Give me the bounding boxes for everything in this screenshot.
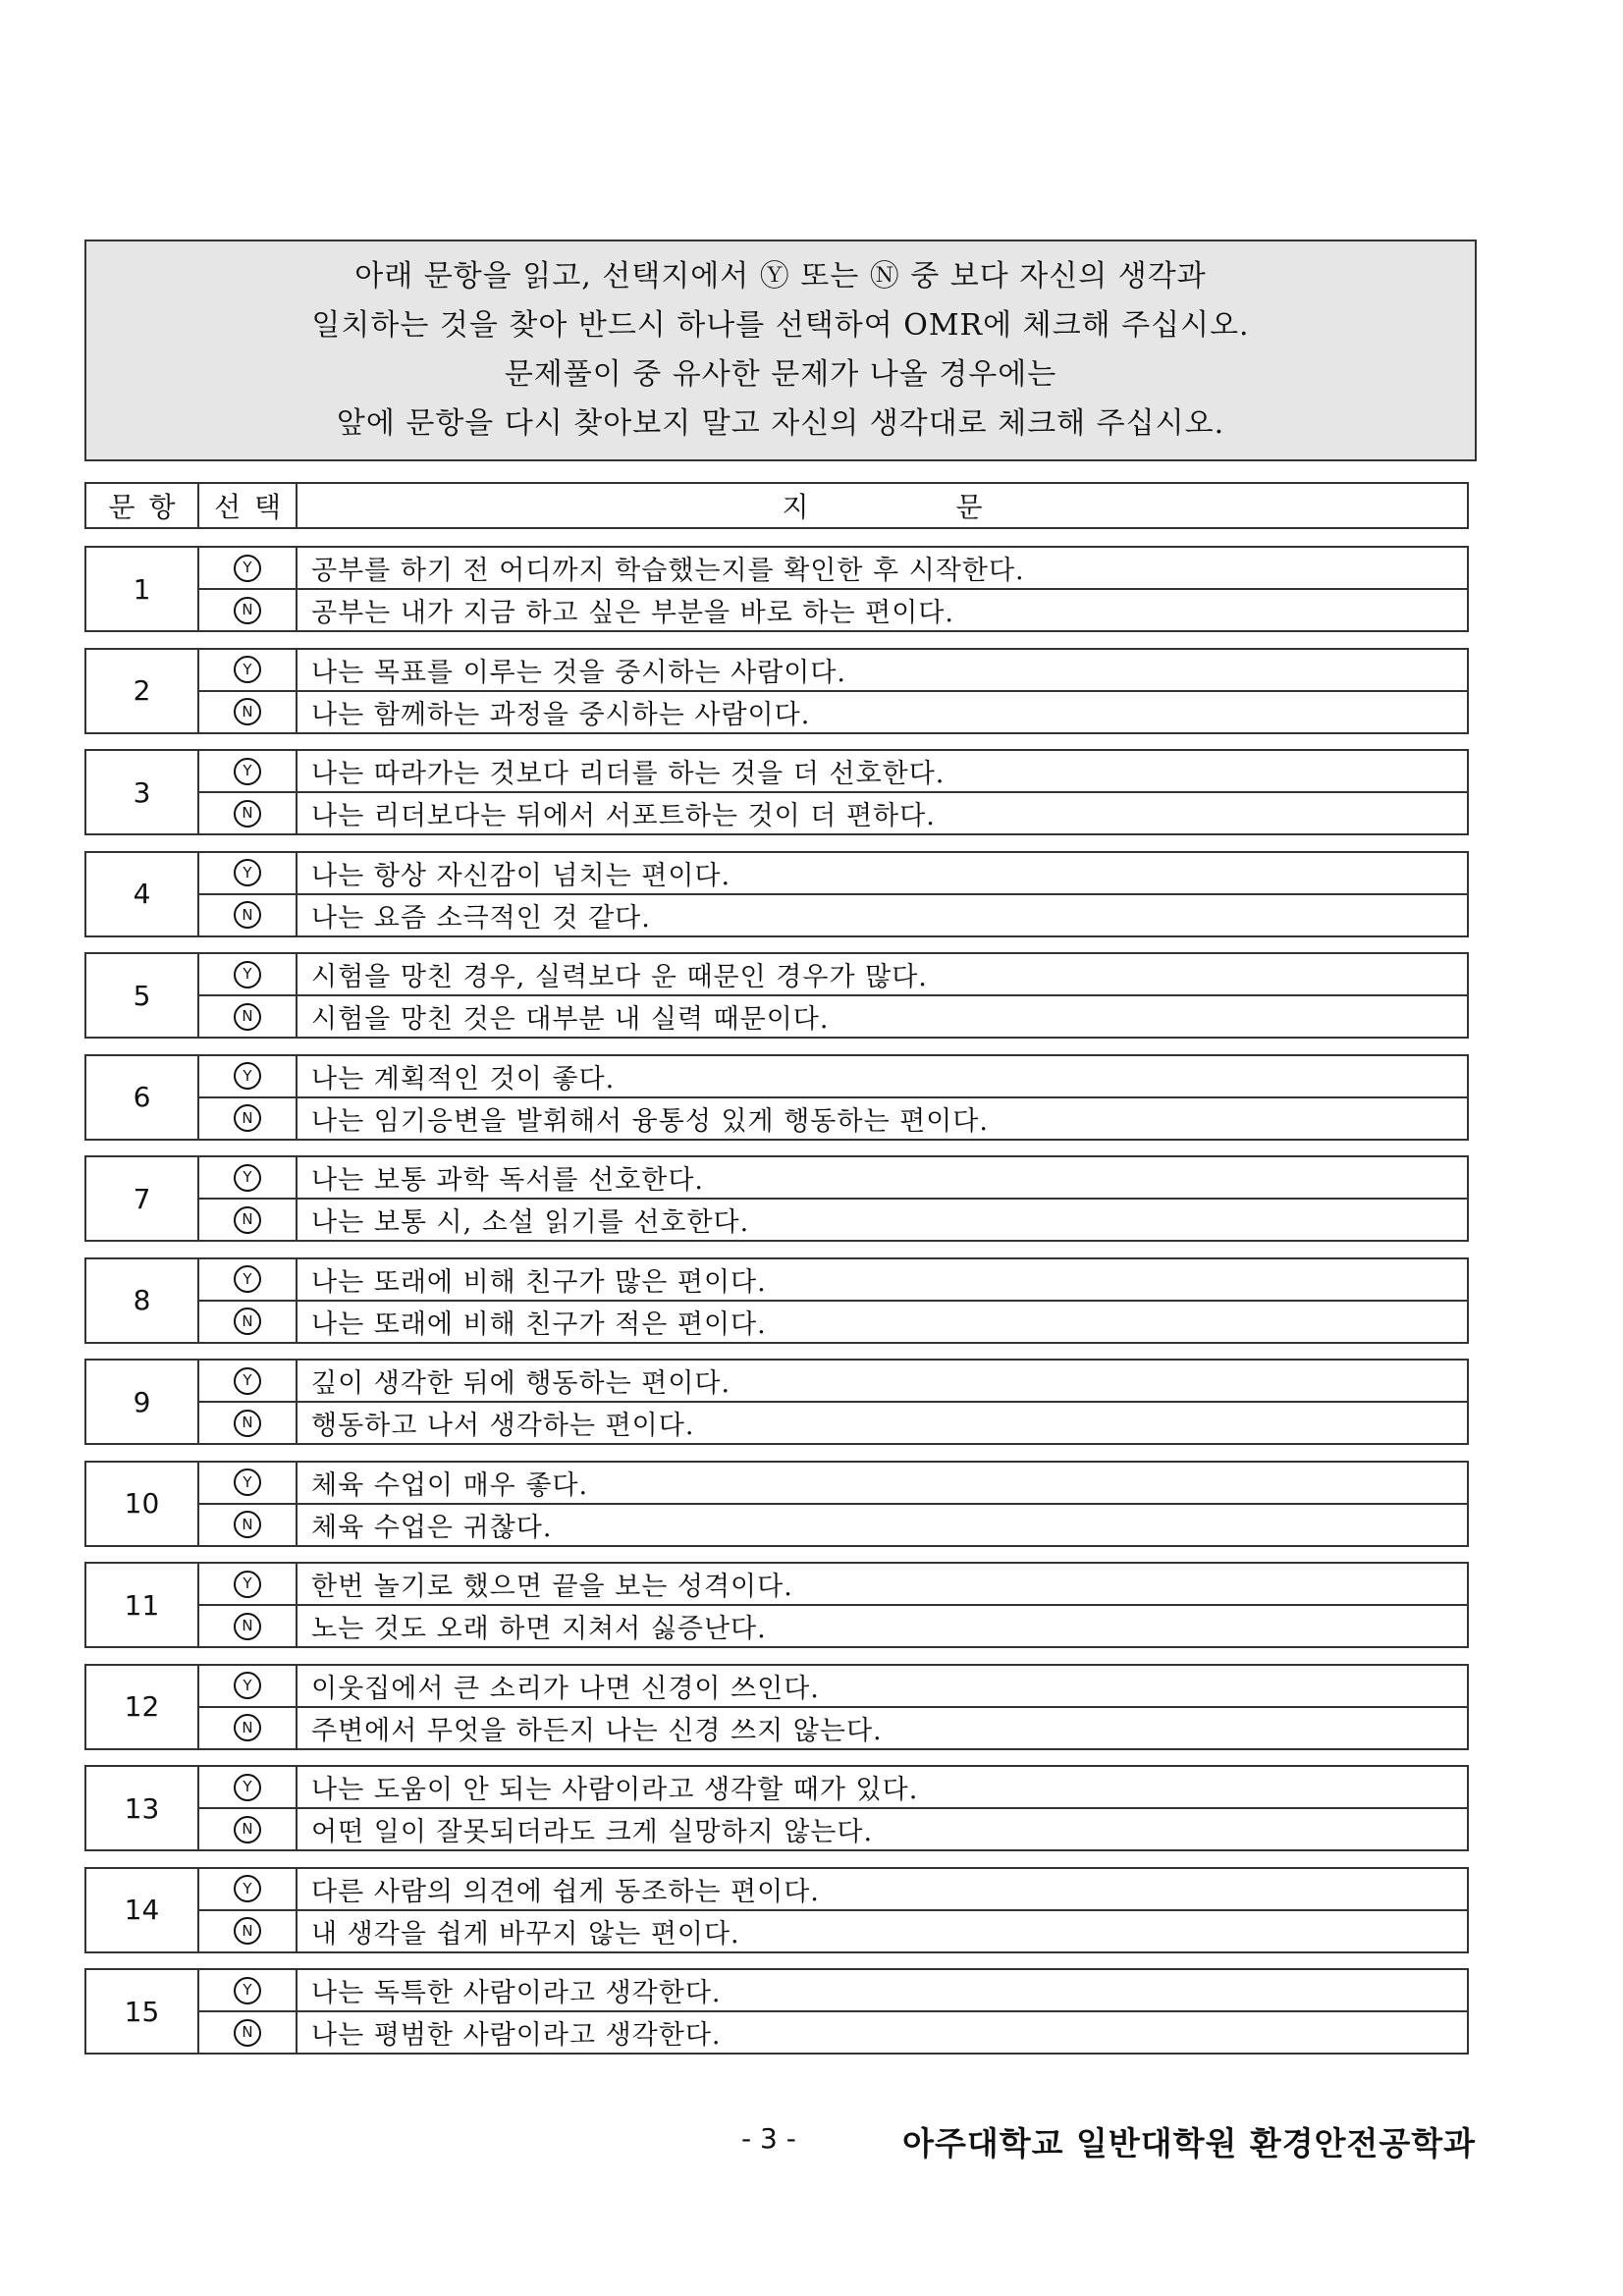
- question-item: [84, 1359, 1469, 1445]
- option-no-row[interactable]: [199, 690, 1467, 732]
- circled-n-icon: N: [234, 1917, 261, 1945]
- option-no-row[interactable]: [199, 1909, 1467, 1951]
- option-yes-row[interactable]: [199, 751, 1467, 791]
- circled-n-icon: N: [234, 901, 261, 929]
- circled-y-icon: Y: [234, 1164, 261, 1192]
- option-no-row[interactable]: [199, 1807, 1467, 1849]
- question-item: [84, 952, 1469, 1039]
- option-no-row[interactable]: [199, 1706, 1467, 1748]
- circled-y-icon: Y: [234, 1062, 261, 1090]
- circled-n-icon: N: [234, 1104, 261, 1132]
- page-number: - 3 -: [741, 2122, 796, 2155]
- option-yes-text: 나는 보통 과학 독서를 선호한다.: [311, 1165, 704, 1196]
- question-number: 9: [86, 1361, 199, 1443]
- instruction-line: 앞에 문항을 다시 찾아보지 말고 자신의 생각대로 체크해 주십시오.: [336, 406, 1225, 441]
- option-no-text: 나는 보통 시, 소설 읽기를 선호한다.: [311, 1207, 750, 1238]
- question-number: 15: [86, 1970, 199, 2053]
- circled-y-icon: Y: [234, 1468, 261, 1496]
- option-yes-text: 나는 독특한 사람이라고 생각한다.: [311, 1978, 722, 2008]
- option-yes-text: 체육 수업이 매우 좋다.: [311, 1469, 589, 1501]
- option-yes-text: 깊이 생각한 뒤에 행동하는 편이다.: [311, 1368, 731, 1399]
- circled-y-icon: Y: [234, 656, 261, 683]
- question-number: 14: [86, 1869, 199, 1951]
- circled-n-icon: N: [234, 1511, 261, 1538]
- question-number: 2: [86, 650, 199, 732]
- option-yes-text: 공부를 하기 전 어디까지 학습했는지를 확인한 후 시작한다.: [311, 556, 1025, 586]
- option-no-text: 어떤 일이 잘못되더라도 크게 실망하지 않는다.: [311, 1817, 874, 1847]
- option-yes-row[interactable]: [199, 650, 1467, 690]
- option-no-text: 노는 것도 오래 하면 지쳐서 싫증난다.: [311, 1614, 767, 1644]
- circled-y-icon: Y: [234, 1774, 261, 1801]
- circled-y-icon: Y: [234, 758, 261, 785]
- question-item: [84, 1765, 1469, 1851]
- question-item: [84, 851, 1469, 937]
- circled-y-icon: Y: [234, 555, 261, 582]
- circled-y-icon: Y: [234, 1875, 261, 1902]
- option-no-text: 체육 수업은 귀찮다.: [311, 1512, 553, 1543]
- option-no-text: 공부는 내가 지금 하고 싶은 부분을 바로 하는 편이다.: [311, 598, 954, 628]
- option-no-row[interactable]: [199, 893, 1467, 935]
- question-item: [84, 648, 1469, 734]
- option-yes-text: 나는 따라가는 것보다 리더를 하는 것을 더 선호한다.: [311, 759, 946, 789]
- option-yes-row[interactable]: [199, 1361, 1467, 1401]
- option-no-text: 내 생각을 쉽게 바꾸지 않는 편이다.: [311, 1918, 740, 1949]
- option-no-row[interactable]: [199, 1300, 1467, 1342]
- question-item: [84, 1867, 1469, 1953]
- option-no-text: 주변에서 무엇을 하든지 나는 신경 쓰지 않는다.: [311, 1715, 883, 1746]
- option-no-text: 나는 리더보다는 뒤에서 서포트하는 것이 더 편하다.: [311, 801, 936, 831]
- header-statement: 지문: [782, 491, 1130, 523]
- option-yes-text: 다른 사람의 의견에 쉽게 동조하는 편이다.: [311, 1876, 820, 1907]
- question-number: 8: [86, 1259, 199, 1342]
- option-yes-row[interactable]: [199, 853, 1467, 893]
- option-no-row[interactable]: [199, 1604, 1467, 1646]
- circled-n-icon: N: [234, 1613, 261, 1640]
- circled-n-icon: N: [234, 800, 261, 828]
- option-no-row[interactable]: [199, 1401, 1467, 1443]
- option-no-text: 나는 또래에 비해 친구가 적은 편이다.: [311, 1308, 767, 1340]
- option-yes-text: 이웃집에서 큰 소리가 나면 신경이 쓰인다.: [311, 1673, 820, 1704]
- circled-y-icon: Y: [234, 1265, 261, 1293]
- option-yes-row[interactable]: [199, 1157, 1467, 1198]
- circled-n-icon: N: [234, 597, 261, 624]
- option-yes-row[interactable]: [199, 1259, 1467, 1300]
- question-number: 7: [86, 1157, 199, 1240]
- question-item: [84, 1054, 1469, 1141]
- option-yes-row[interactable]: [199, 1056, 1467, 1096]
- option-no-row[interactable]: [199, 994, 1467, 1037]
- instruction-line: 아래 문항을 읽고, 선택지에서 Ⓨ 또는 Ⓝ 중 보다 자신의 생각과: [354, 259, 1207, 294]
- question-number: 10: [86, 1463, 199, 1545]
- question-item: [84, 1461, 1469, 1547]
- circled-n-icon: N: [234, 698, 261, 725]
- question-number: 12: [86, 1666, 199, 1748]
- option-yes-text: 나는 항상 자신감이 넘치는 편이다.: [311, 860, 731, 891]
- option-yes-row[interactable]: [199, 1463, 1467, 1503]
- option-yes-row[interactable]: [199, 1970, 1467, 2010]
- question-item: [84, 749, 1469, 835]
- option-yes-text: 시험을 망친 경우, 실력보다 운 때문인 경우가 많다.: [311, 962, 928, 992]
- option-yes-row[interactable]: [199, 548, 1467, 588]
- instruction-line: 문제풀이 중 유사한 문제가 나올 경우에는: [504, 357, 1057, 392]
- circled-n-icon: N: [234, 1816, 261, 1843]
- question-number: 3: [86, 751, 199, 833]
- circled-y-icon: Y: [234, 859, 261, 886]
- question-item: [84, 1664, 1469, 1750]
- circled-y-icon: Y: [234, 1571, 261, 1598]
- option-no-text: 행동하고 나서 생각하는 편이다.: [311, 1411, 695, 1441]
- question-number: 13: [86, 1767, 199, 1849]
- option-no-text: 나는 평범한 사람이라고 생각한다.: [311, 2020, 722, 2051]
- question-number: 6: [86, 1056, 199, 1139]
- option-yes-text: 나는 계획적인 것이 좋다.: [311, 1063, 616, 1095]
- option-yes-row[interactable]: [199, 1666, 1467, 1706]
- option-no-row[interactable]: [199, 2010, 1467, 2053]
- option-no-text: 나는 함께하는 과정을 중시하는 사람이다.: [311, 699, 811, 730]
- circled-n-icon: N: [234, 1206, 261, 1234]
- question-item: [84, 1257, 1469, 1344]
- header-choice: 선택: [199, 484, 298, 527]
- question-item: [84, 1968, 1469, 2055]
- option-no-text: 나는 요즘 소극적인 것 같다.: [311, 902, 651, 934]
- circled-y-icon: Y: [234, 1367, 261, 1395]
- option-no-row[interactable]: [199, 588, 1467, 630]
- question-number: 5: [86, 954, 199, 1037]
- department-name: 아주대학교 일반대학원 환경안전공학과: [902, 2124, 1476, 2163]
- circled-n-icon: N: [234, 1714, 261, 1741]
- question-item: [84, 1562, 1469, 1648]
- circled-n-icon: N: [234, 1003, 261, 1031]
- option-yes-row[interactable]: [199, 1564, 1467, 1604]
- instruction-line: 일치하는 것을 찾아 반드시 하나를 선택하여 OMR에 체크해 주십시오.: [311, 308, 1250, 343]
- option-yes-row[interactable]: [199, 1869, 1467, 1909]
- circled-n-icon: N: [234, 1308, 261, 1335]
- option-yes-text: 나는 도움이 안 되는 사람이라고 생각할 때가 있다.: [311, 1775, 919, 1805]
- question-number: 11: [86, 1564, 199, 1646]
- option-no-row[interactable]: [199, 1198, 1467, 1240]
- question-number: 4: [86, 853, 199, 935]
- page-footer: [0, 2122, 1623, 2162]
- option-yes-text: 나는 또래에 비해 친구가 많은 편이다.: [311, 1266, 767, 1298]
- option-no-text: 시험을 망친 것은 대부분 내 실력 때문이다.: [311, 1004, 830, 1035]
- option-yes-text: 나는 목표를 이루는 것을 중시하는 사람이다.: [311, 657, 846, 688]
- circled-y-icon: Y: [234, 1672, 261, 1699]
- option-yes-row[interactable]: [199, 1767, 1467, 1807]
- question-list: [84, 546, 1469, 2070]
- circled-n-icon: N: [234, 1410, 261, 1437]
- question-item: [84, 546, 1469, 632]
- question-item: [84, 1155, 1469, 1242]
- option-no-row[interactable]: [199, 791, 1467, 833]
- circled-y-icon: Y: [234, 961, 261, 988]
- option-no-row[interactable]: [199, 1096, 1467, 1139]
- header-number: 문항: [86, 484, 199, 527]
- circled-y-icon: Y: [234, 1977, 261, 2004]
- option-yes-text: 한번 놀기로 했으면 끝을 보는 성격이다.: [311, 1572, 793, 1602]
- option-no-text: 나는 임기응변을 발휘해서 융통성 있게 행동하는 편이다.: [311, 1105, 989, 1137]
- option-yes-row[interactable]: [199, 954, 1467, 994]
- circled-n-icon: N: [234, 2019, 261, 2047]
- table-header: [84, 482, 1469, 529]
- question-number: 1: [86, 548, 199, 630]
- instructions-box: [84, 240, 1477, 461]
- option-no-row[interactable]: [199, 1503, 1467, 1545]
